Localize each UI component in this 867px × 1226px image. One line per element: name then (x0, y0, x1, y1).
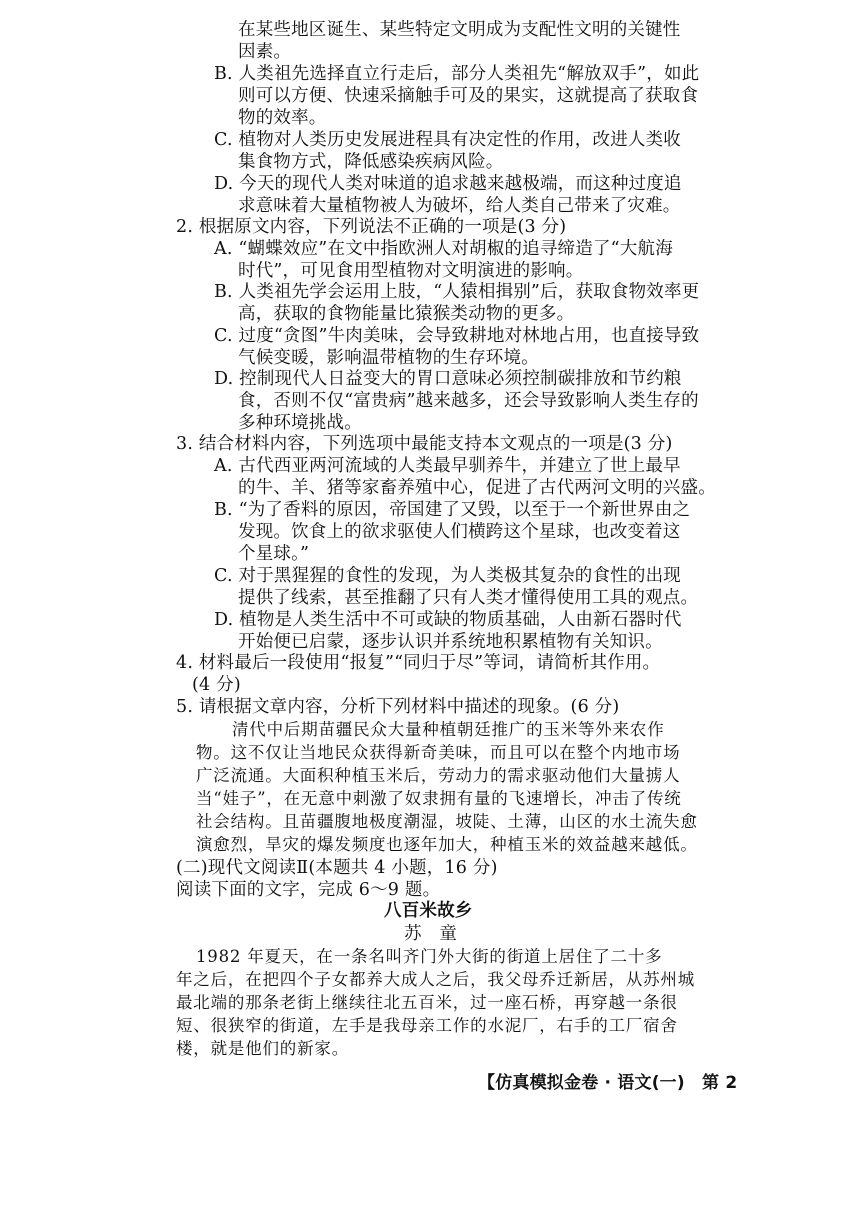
q3-stem: 3. 结合材料内容，下列选项中最能支持本文观点的一项是(3 分) (176, 434, 673, 454)
article-paragraph: 短、很狭窄的街道，左手是我母亲工作的水泥厂，右手的工厂宿舍 (176, 1016, 678, 1035)
q2-option-d: D. 控制现代人日益变大的胃口意味必须控制碳排放和节约粮 (214, 369, 682, 389)
q5-material: 物。这不仅让当地民众获得新奇美味，而且可以在整个内地市场 (196, 743, 681, 762)
q3-option-c: C. 对于黑猩猩的食性的发现，为人类极其复杂的食性的出现 (214, 566, 681, 586)
q3-option-b: B. “为了香料的原因，帝国建了又毁，以至于一个新世界由之 (214, 500, 691, 520)
q5-material: 清代中后期苗疆民众大量种植朝廷推广的玉米等外来农作 (232, 720, 665, 739)
q1-option-c: C. 植物对人类历史发展进程具有决定性的作用，改进人类收 (214, 130, 681, 150)
q1-option-d: 求意味着大量植物被人为破坏，给人类自己带来了灾难。 (238, 196, 681, 216)
article-paragraph: 楼，就是他们的新家。 (176, 1039, 349, 1058)
q1-option-b: 物的效率。 (238, 108, 327, 128)
q4-points: (4 分) (192, 675, 241, 695)
q3-option-a: A. 古代西亚两河流域的人类最早驯养牛，并建立了世上最早 (214, 456, 681, 476)
q5-material: 演愈烈，旱灾的爆发频度也逐年加大，种植玉米的效益越来越低。 (196, 835, 698, 854)
article-paragraph: 1982 年夏天，在一条名叫齐门外大街的街道上居住了二十多 (196, 947, 663, 966)
q5-material: 广泛流通。大面积种植玉米后，劳动力的需求驱动他们大量掳人 (196, 766, 681, 785)
q2-option-b: 高，获取的食物能量比猿猴类动物的更多。 (238, 304, 575, 324)
q1-option-a-continued: 在某些地区诞生、某些特定文明成为支配性文明的关键性 (238, 20, 681, 40)
q5-stem: 5. 请根据文章内容，分析下列材料中描述的现象。(6 分) (176, 697, 620, 717)
article-paragraph: 年之后，在把四个子女都养大成人之后，我父母乔迁新居，从苏州城 (176, 970, 695, 989)
article-title: 八百米故乡 (384, 901, 473, 921)
q1-option-c: 集食物方式，降低感染疾病风险。 (238, 152, 504, 172)
section-heading: (二)现代文阅读Ⅱ(本题共 4 小题，16 分) (176, 858, 498, 878)
q1-option-b: 则可以方便、快速采摘触手可及的果实，这就提高了获取食 (238, 86, 699, 106)
q2-option-d: 食，否则不仅“富贵病”越来越多，还会导致影响人类生存的 (238, 391, 699, 411)
q2-option-d: 多种环境挑战。 (238, 413, 362, 433)
article-author: 苏 童 (404, 924, 458, 944)
q2-stem: 2. 根据原文内容，下列说法不正确的一项是(3 分) (176, 217, 567, 237)
q3-option-b: 发现。饮食上的欲求驱使人们横跨这个星球，也改变着这 (238, 522, 681, 542)
q3-option-b: 个星球。” (238, 544, 310, 564)
q3-option-d: D. 植物是人类生活中不可或缺的物质基础，人由新石器时代 (214, 610, 682, 630)
q1-option-a-continued: 因素。 (238, 42, 292, 62)
q2-option-a: A. “蝴蝶效应”在文中指欧洲人对胡椒的追寻缔造了“大航海 (214, 239, 673, 259)
section-instruction: 阅读下面的文字，完成 6～9 题。 (176, 880, 441, 900)
q2-option-a: 时代”，可见食用型植物对文明演进的影响。 (238, 261, 584, 281)
q2-option-c: 气候变暖，影响温带植物的生存环境。 (238, 348, 539, 368)
q3-option-c: 提供了线索，甚至推翻了只有人类才懂得使用工具的观点。 (238, 588, 699, 608)
q5-material: 当“娃子”，在无意中刺激了奴隶拥有量的飞速增长，冲击了传统 (196, 789, 682, 808)
article-paragraph: 最北端的那条老街上继续往北五百米，过一座石桥，再穿越一条很 (176, 993, 678, 1012)
q1-option-d: D. 今天的现代人类对味道的追求越来越极端，而这种过度追 (214, 174, 682, 194)
q3-option-d: 开始便已启蒙，逐步认识并系统地积累植物有关知识。 (238, 632, 663, 652)
q4-stem: 4. 材料最后一段使用“报复”“同归于尽”等词，请简析其作用。 (176, 653, 661, 673)
page-footer: 【仿真模拟金卷 · 语文(一) 第 2 (478, 1073, 738, 1093)
q3-option-a: 的牛、羊、猪等家畜养殖中心，促进了古代两河文明的兴盛。 (238, 478, 716, 498)
q5-material: 社会结构。且苗疆腹地极度潮湿，坡陡、土薄，山区的水土流失愈 (196, 812, 698, 831)
q1-option-b: B. 人类祖先选择直立行走后，部分人类祖先“解放双手”，如此 (214, 64, 700, 84)
q2-option-c: C. 过度“贪图”牛肉美味，会导致耕地对林地占用，也直接导致 (214, 326, 700, 346)
q2-option-b: B. 人类祖先学会运用上肢，“人猿相揖别”后，获取食物效率更 (214, 282, 700, 302)
